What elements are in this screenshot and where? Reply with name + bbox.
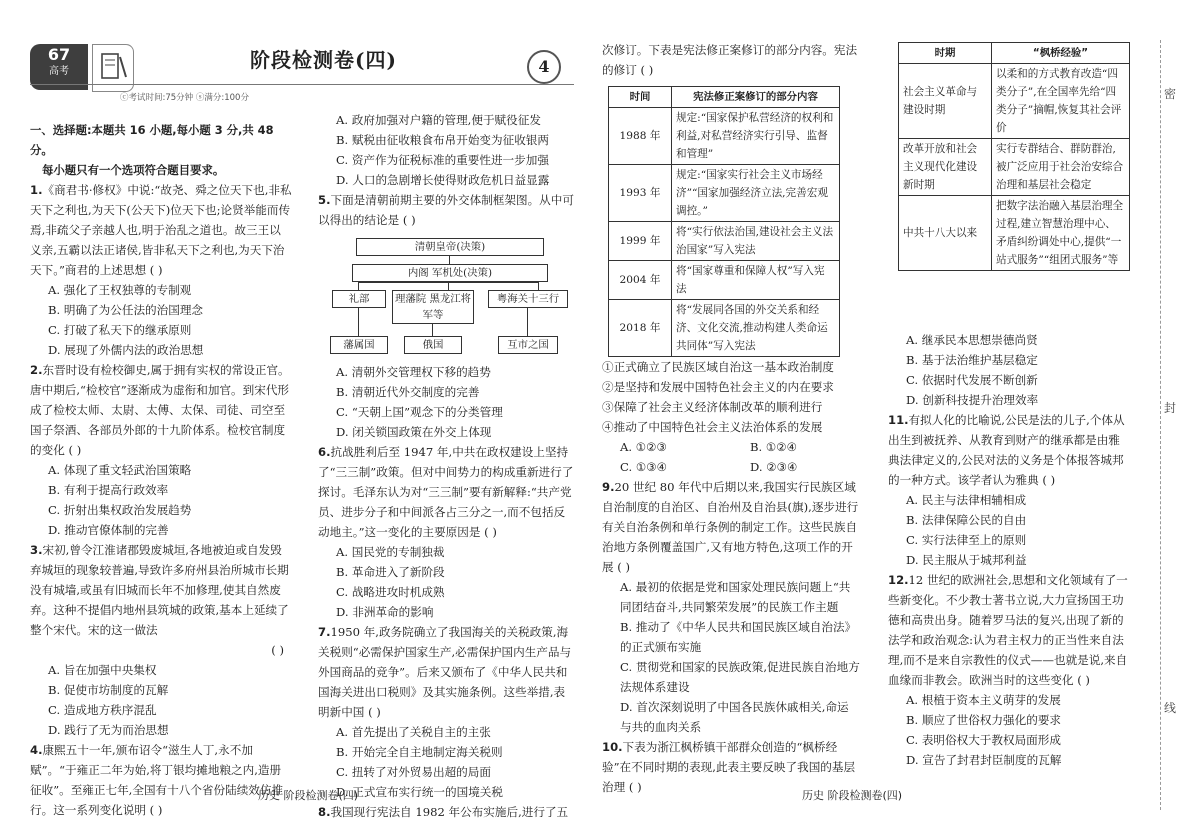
question-number: 9. — [602, 480, 615, 494]
option-a: A. 体现了重文轻武治国策略 — [48, 463, 192, 477]
question-number: 6. — [318, 445, 331, 459]
section-heading-2: 每小题只有一个选项符合题目要求。 — [42, 163, 225, 177]
question-8-continued — [602, 40, 860, 80]
option-b: B. 清朝近代外交制度的完善 — [336, 385, 480, 399]
answer-paren: ( ) — [68, 443, 82, 457]
table-cell-content: 实行专群结合、群防群治,被广泛应用于社会治安综合治理和基层社会稳定 — [992, 139, 1130, 196]
option-a: A. 国民党的专制独裁 — [336, 545, 445, 559]
table-row — [609, 222, 840, 261]
table-cell-year: 2018 年 — [609, 300, 672, 357]
option-d: D. 闭关锁国政策在外交上体现 — [336, 425, 492, 439]
diagram-connector — [538, 282, 539, 290]
question-number: 5. — [318, 193, 331, 207]
option-a: A. 首先提出了关税自主的主张 — [336, 725, 491, 739]
question-number: 11. — [888, 413, 909, 427]
option-c: C. 表明俗权大于教权局面形成 — [906, 733, 1061, 747]
table-cell-content: 以柔和的方式教育改造“四类分子”,在全国率先给“四类分子”摘帽,恢复其社会评价 — [992, 64, 1130, 139]
question-number: 1. — [30, 183, 43, 197]
question-number: 7. — [318, 625, 331, 639]
question-number: 3. — [30, 543, 43, 557]
option-c: C. 实行法律至上的原则 — [906, 533, 1027, 547]
table-header-row — [609, 87, 840, 108]
table-row — [609, 165, 840, 222]
page-footer-left: 历史 阶段检测卷(四) — [258, 789, 359, 802]
option-a: A. 强化了王权独尊的专制观 — [48, 283, 192, 297]
diagram-node-emperor: 清朝皇帝(决策) — [356, 238, 544, 256]
exam-meta: ⓒ考试时间:75分钟 ⓢ满分:100分 — [120, 93, 249, 103]
diagram-connector — [432, 324, 433, 336]
option-c: C. 造成地方秩序混乱 — [48, 703, 157, 717]
question-stem: 次修订。下表是宪法修正案修订的部分内容。宪法的修订 — [602, 43, 858, 77]
table-row — [609, 300, 840, 357]
table-cell-content: 规定:“国家实行社会主义市场经济”“国家加强经济立法,完善宏观调控。” — [672, 165, 840, 222]
table-header-cell: 时期 — [899, 43, 992, 64]
table-cell-year: 1993 年 — [609, 165, 672, 222]
option-d: D. 创新科技提升治理效率 — [906, 393, 1039, 407]
column-2 — [318, 110, 576, 822]
option-b: B. 推动了《中华人民共和国民族区域自治法》的正式颁布实施 — [620, 620, 857, 654]
table-cell-content: 把数字法治融入基层治理全过程,建立智慧治理中心、矛盾纠纷调处中心,提供“一站式服务”“组团式服务”等 — [992, 196, 1130, 271]
statement-3: ③保障了社会主义经济体制改革的顺利进行 — [602, 400, 823, 414]
diagram-node-cabinet: 内阁 军机处(决策) — [352, 264, 548, 282]
section-heading-1: 一、选择题:本题共 16 小题,每小题 3 分,共 48 分。 — [30, 123, 274, 157]
table-row — [899, 64, 1130, 139]
question-stem: 宋初,曾令江淮诸郡毁废城垣,各地被迫或自发毁弃城垣的现象较普遍,导致许多府州县治所城市长期没有城墙,或虽有旧城而长年不加修理,使其自然废弃。这种不提倡内地州县筑城的政策,基本上延续了整个宋代。宋的这一做法 — [30, 543, 289, 637]
options-row-2 — [602, 457, 860, 477]
question-7 — [318, 622, 576, 722]
option-d: D. 推动官僚体制的完善 — [48, 523, 169, 537]
question-5 — [318, 190, 576, 230]
statement-2: ②是坚持和发展中国特色社会主义的内在要求 — [602, 380, 834, 394]
table-cell-year: 1988 年 — [609, 108, 672, 165]
options-row-1 — [602, 437, 860, 457]
option-d: D. 非洲革命的影响 — [336, 605, 434, 619]
question-1 — [30, 180, 292, 280]
option-d: D. 展现了外儒内法的政治思想 — [48, 343, 204, 357]
question-4 — [30, 740, 292, 820]
table-row — [609, 261, 840, 300]
question-number: 12. — [888, 573, 909, 587]
option-c: C. 折射出集权政治发展趋势 — [48, 503, 192, 517]
question-stem: 东晋时设有检校御史,属于拥有实权的常设正官。唐中期后,“检校官”逐渐成为虚衔和加官。到宋代形成了检校太师、太尉、太傅、太保、司徒、司空至国子祭酒、各部员外郎的十九阶体系。检校官制度的变化 — [30, 363, 290, 457]
table-header-cell: 时间 — [609, 87, 672, 108]
diagram-node-vassal: 藩属国 — [330, 336, 388, 354]
fengqiao-experience-table — [898, 42, 1130, 271]
option-c: C. 依据时代发展不断创新 — [906, 373, 1038, 387]
seal-cut-line — [1160, 40, 1161, 810]
column-4 — [888, 330, 1128, 770]
answer-paren: ( ) — [149, 803, 163, 817]
option-d: D. 人口的急剧增长使得财政危机日益显露 — [336, 173, 550, 187]
table-cell-content: 将“国家尊重和保障人权”写入宪法 — [672, 261, 840, 300]
statement-1: ①正式确立了民族区域自治这一基本政治制度 — [602, 360, 834, 374]
table-header-row — [899, 43, 1130, 64]
column-1 — [30, 120, 292, 820]
constitution-amendment-table — [608, 86, 840, 357]
option-d: D. 正式宣布实行统一的国境关税 — [336, 785, 503, 799]
table-cell-period: 改革开放和社会主义现代化建设新时期 — [899, 139, 992, 196]
diagram-connector — [527, 308, 528, 336]
answer-paren: ( ) — [1077, 673, 1090, 687]
question-stem: 我国现行宪法自 1982 年公布实施后,进行了五 — [330, 805, 569, 819]
page-title: 阶段检测卷(四) — [250, 48, 397, 72]
option-a: A. ①②③ — [620, 440, 667, 454]
question-2 — [30, 360, 292, 460]
question-number: 4. — [30, 743, 43, 757]
option-c: C. 战略进攻时机成熟 — [336, 585, 445, 599]
question-stem: 12 世纪的欧洲社会,思想和文化领域有了一些新变化。不少教士著书立说,大力宣扬国王功德和高贵出身。随着罗马法的复兴,出现了新的法学和政治观念:认为君主权力的正当性来自法理,而不是来自宗教性的仪式——也就是说,来自血缘而非教会。欧洲当时的这些变化 — [888, 573, 1128, 687]
option-d: D. ②③④ — [750, 460, 798, 474]
diagram-connector — [448, 282, 449, 290]
header-divider — [30, 84, 574, 85]
option-b: B. 顺应了世俗权力强化的要求 — [906, 713, 1062, 727]
table-header-cell: 宪法修正案修订的部分内容 — [672, 87, 840, 108]
seal-char-2: 封 — [1164, 401, 1177, 415]
question-3 — [30, 540, 292, 640]
option-c: C. 打破了私天下的继承原则 — [48, 323, 192, 337]
option-c: C. 扭转了对外贸易出超的局面 — [336, 765, 491, 779]
question-number: 2. — [30, 363, 43, 377]
answer-paren: ( ) — [617, 560, 631, 574]
question-stem: 《商君书·修权》中说:“故尧、舜之位天下也,非私天下之利也,为天下(公天下)位天下也;论贤举能而传焉,非疏父子亲越人也,明于治乱之道也。故三王以义亲,五霸以法正诸侯,皆非私天下之利也,为天下治天下。”商君的上述思想 — [30, 183, 292, 277]
table-cell-period: 中共十八大以来 — [899, 196, 992, 271]
question-stem: 康熙五十一年,颁布诏令“滋生人丁,永不加赋”。“于雍正二年为始,将丁银均摊地粮之内,造册征收”。至雍正七年,全国有十八个省份陆续效仿推行。这一系列变化说明 — [30, 743, 284, 817]
question-9 — [602, 477, 860, 577]
question-stem: 下表为浙江枫桥镇干部群众创造的“枫桥经验”在不同时期的表现,此表主要反映了我国的基层治理 — [602, 740, 856, 794]
table-row — [899, 139, 1130, 196]
statement-4: ④推动了中国特色社会主义法治体系的发展 — [602, 420, 823, 434]
answer-paren: ( ) — [484, 525, 497, 539]
option-b: B. 明确了为公任法的治国理念 — [48, 303, 204, 317]
option-d: D. 首次深刻说明了中国各民族休戚相关,命运与共的血肉关系 — [620, 700, 849, 734]
answer-paren: ( ) — [640, 63, 654, 77]
question-stem: 下面是清朝前期主要的外交体制框架图。从中可以得出的结论是 — [318, 193, 574, 227]
option-b: B. 法律保障公民的自由 — [906, 513, 1027, 527]
question-6 — [318, 442, 576, 542]
option-b: B. ①②④ — [750, 440, 798, 454]
question-stem: 抗战胜利后至 1947 年,中共在政权建设上坚持了“三三制”政策。但对中间势力的构成重新进行了探讨。毛泽东认为对“三三制”要有新解释:“共产党员、进步分子和中间派各占三分之一,而不包括反动地主。”这一变化的主要原因是 — [318, 445, 574, 539]
diagram-connector — [358, 282, 359, 290]
answer-paren: ( ) — [628, 780, 642, 794]
question-12 — [888, 570, 1128, 690]
diagram-node-lifanyuan: 理藩院 黑龙江将军等 — [392, 290, 474, 324]
question-stem: 20 世纪 80 年代中后期以来,我国实行民族区域自治制度的自治区、自治州及自治县(旗),逐步进行有关自治条例和单行条例的制定工作。这些民族自治地方条例覆盖国广,又有地方特色,这项工作的开展 — [602, 480, 859, 574]
answer-paren: ( ) — [271, 643, 284, 657]
option-c: C. 资产作为征税标准的重要性进一步加强 — [336, 153, 549, 167]
table-row — [899, 196, 1130, 271]
table-cell-content: 规定:“国家保护私营经济的权利和利益,对私营经济实行引导、监督和管理” — [672, 108, 840, 165]
diagram-connector — [449, 256, 450, 264]
option-b: B. 赋税由征收粮食布帛开始变为征收银两 — [336, 133, 549, 147]
option-c: C. 贯彻党和国家的民族政策,促进民族自治地方法规体系建设 — [620, 660, 860, 694]
option-a: A. 最初的依据是党和国家处理民族问题上“共同团结奋斗,共同繁荣发展”的民族工作主题 — [620, 580, 851, 614]
option-d: D. 践行了无为而治思想 — [48, 723, 169, 737]
diagram-node-russia: 俄国 — [404, 336, 462, 354]
diagram-node-customs: 粤海关十三行 — [488, 290, 568, 308]
option-a: A. 政府加强对户籍的管理,便于赋役征发 — [336, 113, 541, 127]
table-row — [609, 108, 840, 165]
test-number-badge: 4 — [527, 50, 561, 84]
page-footer-right: 历史 阶段检测卷(四) — [802, 789, 903, 802]
option-a: A. 民主与法律相辅相成 — [906, 493, 1027, 507]
diagram-node-trade-states: 互市之国 — [498, 336, 558, 354]
answer-paren: ( ) — [402, 213, 416, 227]
exam-header — [30, 44, 574, 104]
option-b: B. 革命进入了新阶段 — [336, 565, 445, 579]
diplomacy-framework-diagram — [318, 234, 576, 358]
option-b: B. 开始完全自主地制定海关税则 — [336, 745, 503, 759]
option-b: B. 基于法治维护基层稳定 — [906, 353, 1038, 367]
table-header-cell: “枫桥经验” — [992, 43, 1130, 64]
option-a: A. 旨在加强中央集权 — [48, 663, 157, 677]
table-cell-content: 将“实行依法治国,建设社会主义法治国家”写入宪法 — [672, 222, 840, 261]
logo-top: 67 — [47, 45, 71, 64]
option-c: C. ①③④ — [620, 460, 668, 474]
question-stem: 1950 年,政务院确立了我国海关的关税政策,海关税则“必需保护国家生产,必需保护国内生产品与外国商品的竞争”。后来又颁布了《中华人民共和国海关进出口税则》及其实施条例。这些举措,表明新中国 — [318, 625, 572, 719]
option-a: A. 清朝外交管理权下移的趋势 — [336, 365, 491, 379]
table-cell-period: 社会主义革命与建设时期 — [899, 64, 992, 139]
table-cell-content: 将“发展同各国的外交关系和经济、文化交流,推动构建人类命运共同体”写入宪法 — [672, 300, 840, 357]
table-cell-year: 1999 年 — [609, 222, 672, 261]
question-number: 10. — [602, 740, 623, 754]
option-a: A. 继承民本思想崇德尚贤 — [906, 333, 1038, 347]
answer-paren: ( ) — [368, 705, 381, 719]
option-d: D. 民主服从于城邦利益 — [906, 553, 1027, 567]
question-stem: 有拟人化的比喻说,公民是法的儿子,个体从出生到被抚养、从教育到财产的继承都是由雅典法律定义的,公民对法的义务是个体报答城邦的一种方式。该学者认为雅典 — [888, 413, 1125, 487]
option-c: C. “天朝上国”观念下的分类管理 — [336, 405, 503, 419]
option-b: B. 促使市坊制度的瓦解 — [48, 683, 169, 697]
column-3 — [602, 40, 860, 797]
table-cell-year: 2004 年 — [609, 261, 672, 300]
diagram-node-ministry-rites: 礼部 — [332, 290, 386, 308]
seal-char-1: 密 — [1164, 87, 1177, 101]
diagram-connector — [358, 308, 359, 336]
answer-paren: ( ) — [149, 263, 163, 277]
question-11 — [888, 410, 1128, 490]
option-d: D. 宣告了封君封臣制度的瓦解 — [906, 753, 1062, 767]
option-a: A. 根植于资本主义萌芽的发展 — [906, 693, 1061, 707]
option-b: B. 有利于提高行政效率 — [48, 483, 169, 497]
seal-char-3: 线 — [1164, 701, 1177, 715]
question-number: 8. — [318, 805, 331, 819]
logo-bottom: 高考 — [49, 66, 69, 77]
answer-paren: ( ) — [1042, 473, 1056, 487]
